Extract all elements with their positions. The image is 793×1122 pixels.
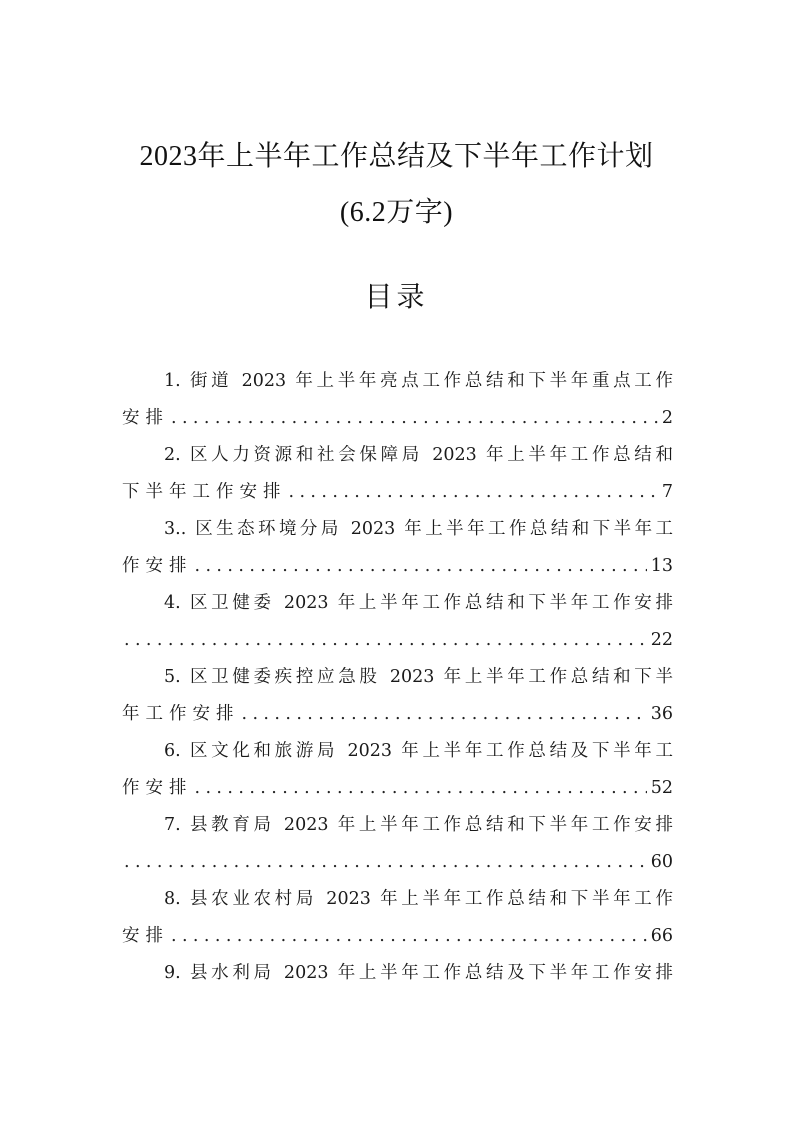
toc-entry-continuation: [122, 622, 673, 659]
toc-entry-title: 8. 县农业农村局 2023 年上半年工作总结和下半年工作: [164, 889, 673, 909]
toc-entry-title: 9. 县水利局 2023 年上半年工作总结及下半年工作安排: [164, 963, 673, 983]
toc-entry-continuation: [122, 696, 673, 733]
toc-leader-dots: [195, 548, 647, 585]
toc-entry-1[interactable]: [122, 363, 673, 437]
toc-entry-title: 1. 街道 2023 年上半年亮点工作总结和下半年重点工作: [164, 371, 673, 391]
toc-entry-3[interactable]: [122, 511, 673, 585]
toc-leader-dots: [195, 770, 647, 807]
toc-entry-title-cont: 作安排: [122, 556, 193, 576]
toc-entry-title-cont: 安排: [122, 926, 169, 946]
toc-entry-continuation: [122, 474, 673, 511]
toc-entry-continuation: [122, 400, 673, 437]
toc-entry-title-cont: 作安排: [122, 778, 193, 798]
toc-entry-5[interactable]: [122, 659, 673, 733]
toc-entry-2[interactable]: [122, 437, 673, 511]
toc-entry-continuation: [122, 770, 673, 807]
toc-page-number: 60: [650, 852, 673, 872]
toc-entry-title-cont: 安排: [122, 408, 169, 428]
toc-page-number: 22: [650, 630, 673, 650]
toc-leader-dots: [289, 474, 658, 511]
toc-page-number: 7: [661, 482, 673, 502]
toc-entry-4[interactable]: [122, 585, 673, 659]
document-title: 2023年上半年工作总结及下半年工作计划: [139, 141, 654, 172]
toc-entry-9[interactable]: [122, 955, 673, 992]
toc-heading: 目录: [364, 282, 429, 313]
table-of-contents: [122, 363, 673, 992]
toc-entry-title: 6. 区文化和旅游局 2023 年上半年工作总结及下半年工: [164, 741, 673, 761]
toc-page-number: 36: [650, 704, 673, 724]
toc-entry-title-cont: 年工作安排: [122, 704, 240, 724]
toc-page-number: 13: [650, 556, 673, 576]
toc-page-number: 52: [650, 778, 673, 798]
document-subtitle: (6.2万字): [339, 197, 454, 228]
toc-leader-dots: [171, 918, 647, 955]
toc-entry-title: 4. 区卫健委 2023 年上半年工作总结和下半年工作安排: [164, 593, 673, 613]
toc-entry-continuation: [122, 548, 673, 585]
toc-entry-title: 5. 区卫健委疾控应急股 2023 年上半年工作总结和下半: [164, 667, 673, 687]
toc-entry-8[interactable]: [122, 881, 673, 955]
toc-entry-continuation: [122, 844, 673, 881]
toc-leader-dots: [124, 622, 647, 659]
toc-entry-continuation: [122, 918, 673, 955]
toc-entry-6[interactable]: [122, 733, 673, 807]
toc-entry-7[interactable]: [122, 807, 673, 881]
toc-entry-title: 2. 区人力资源和社会保障局 2023 年上半年工作总结和: [164, 445, 673, 465]
toc-page-number: 2: [661, 408, 673, 428]
toc-entry-title: 3.. 区生态环境分局 2023 年上半年工作总结和下半年工: [164, 519, 673, 539]
toc-leader-dots: [171, 400, 658, 437]
toc-entry-title-cont: 下半年工作安排: [122, 482, 287, 502]
toc-page-number: 66: [650, 926, 673, 946]
toc-leader-dots: [242, 696, 647, 733]
toc-leader-dots: [124, 844, 647, 881]
toc-entry-title: 7. 县教育局 2023 年上半年工作总结和下半年工作安排: [164, 815, 673, 835]
